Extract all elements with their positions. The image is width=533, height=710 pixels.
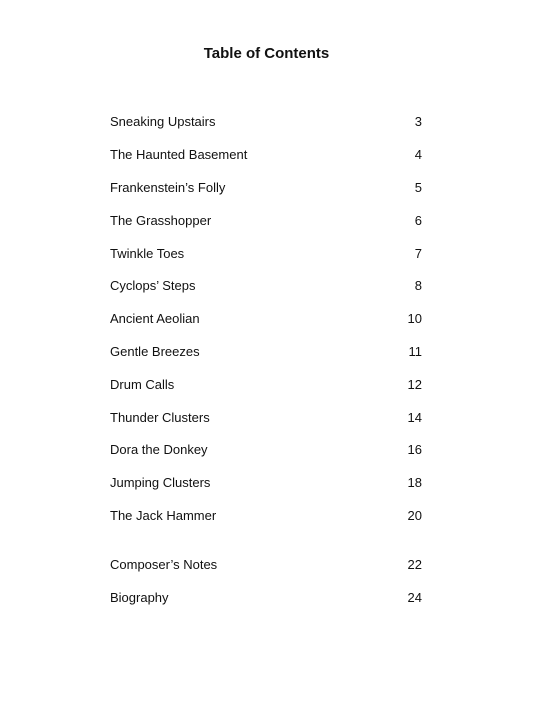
toc-entry-title: Cyclops’ Steps [110,278,196,294]
toc-entry-title: The Haunted Basement [110,147,248,163]
toc-entry-title: Jumping Clusters [110,475,211,491]
toc-entry [110,434,422,467]
toc-entry [110,106,422,139]
toc-entry-page: 11 [408,343,422,359]
toc-entry-page: 4 [414,147,422,163]
toc-entry-title: Biography [110,590,169,606]
toc-entry-page: 20 [407,507,422,523]
toc-entry-page: 12 [407,376,422,392]
toc-entry [110,139,422,172]
toc-entry-page: 6 [414,212,422,228]
toc-entry-page: 18 [407,475,422,491]
toc-entry-title: Composer’s Notes [110,557,218,573]
toc-list [110,106,422,614]
toc-entry-page: 22 [407,557,422,573]
section-gap [110,532,422,549]
toc-entry-title: Sneaking Upstairs [110,114,216,130]
toc-entry-page: 8 [414,278,422,294]
toc-entry [110,172,422,205]
toc-appendix-entry [110,582,422,615]
toc-entry-page: 16 [407,442,422,458]
toc-entry-page: 3 [414,114,422,130]
page-title: Table of Contents [203,45,330,62]
toc-entry [110,368,422,401]
toc-appendix-entry [110,549,422,582]
toc-entry-page: 7 [414,245,422,261]
toc-entry-title: Ancient Aeolian [110,311,200,327]
toc-entry [110,336,422,369]
toc-entry-title: Gentle Breezes [110,343,200,359]
toc-entry [110,467,422,500]
toc-entry-title: Twinkle Toes [110,245,185,261]
toc-entry [110,204,422,237]
toc-entry-title: Frankenstein’s Folly [110,179,226,195]
toc-entry [110,401,422,434]
toc-entry-title: Drum Calls [110,376,175,392]
toc-entry-page: 14 [407,409,422,425]
toc-entry [110,303,422,336]
toc-entry-title: Dora the Donkey [110,442,208,458]
toc-entry-title: Thunder Clusters [110,409,210,425]
toc-entry [110,270,422,303]
toc-entry-title: The Grasshopper [110,212,212,228]
toc-entry-page: 5 [414,179,422,195]
toc-entry-page: 24 [407,590,422,606]
toc-entry [110,500,422,533]
toc-entry [110,237,422,270]
toc-entry-title: The Jack Hammer [110,507,217,523]
toc-entry-page: 10 [407,311,422,327]
